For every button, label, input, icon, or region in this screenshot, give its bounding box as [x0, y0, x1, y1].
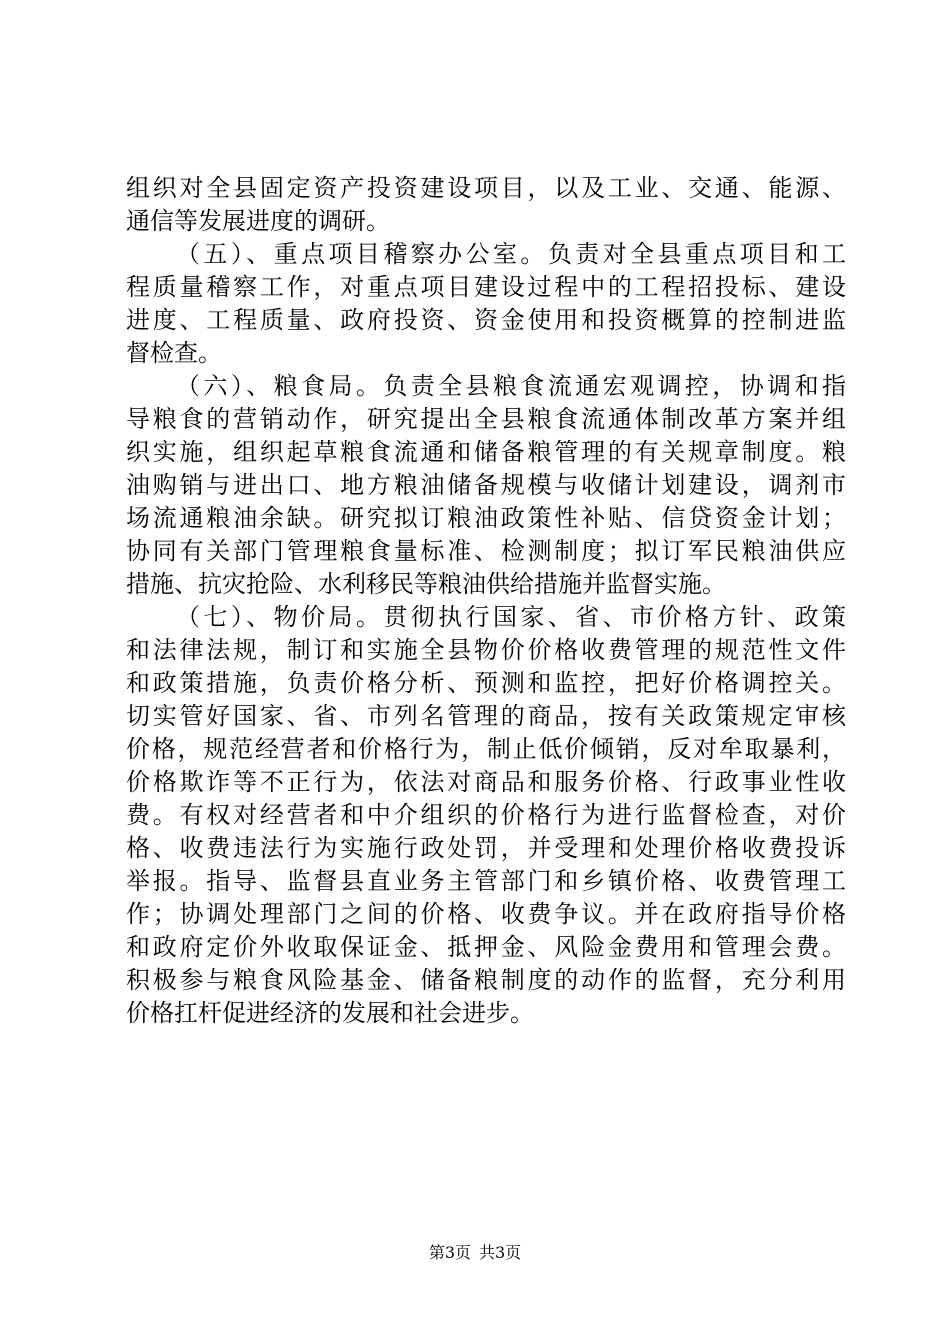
text-line: 织实施，组织起草粮食流通和储备粮管理的有关规章制度。粮 [126, 438, 846, 466]
text-line: 价格扛杆促进经济的发展和社会进步。 [126, 999, 534, 1027]
text-line: 价格，规范经营者和价格行为，制止低价倾销，反对牟取暴利， [126, 735, 846, 763]
paragraph-heading-line: （七）、物价局。贯彻执行国家、省、市价格方针、政策 [176, 603, 846, 631]
text-line: 措施、抗灾抢险、水利移民等粮油供给措施并监督实施。 [126, 570, 726, 598]
text-line: 导粮食的营销动作，研究提出全县粮食流通体制改革方案并组 [126, 405, 846, 433]
page-total: 共3页 [479, 1243, 522, 1262]
text-line: 格、收费违法行为实施行政处罚，并受理和处理价格收费投诉 [126, 834, 846, 862]
text-line: 进度、工程质量、政府投资、资金使用和投资概算的控制进监 [126, 306, 846, 334]
paragraph-heading-line: （六）、粮食局。负责全县粮食流通宏观调控，协调和指 [176, 372, 846, 400]
text-line: 和政府定价外收取保证金、抵押金、风险金费用和管理会费。 [126, 933, 846, 961]
page-number: 第3页 [428, 1243, 471, 1262]
text-line: 油购销与进出口、地方粮油储备规模与收储计划建设，调剂市 [126, 471, 846, 499]
page-footer [0, 1242, 950, 1264]
text-line: 督检查。 [126, 339, 222, 367]
text-line: 切实管好国家、省、市列名管理的商品，按有关政策规定审核 [126, 702, 846, 730]
text-line: 场流通粮油余缺。研究拟订粮油政策性补贴、信贷资金计划； [126, 504, 846, 532]
text-line: 举报。指导、监督县直业务主管部门和乡镇价格、收费管理工 [126, 867, 846, 895]
paragraph-heading-line: （五）、重点项目稽察办公室。负责对全县重点项目和工 [176, 240, 846, 268]
text-line: 组织对全县固定资产投资建设项目，以及工业、交通、能源、 [126, 174, 846, 202]
text-line: 费。有权对经营者和中介组织的价格行为进行监督检查，对价 [126, 801, 846, 829]
text-line: 作；协调处理部门之间的价格、收费争议。并在政府指导价格 [126, 900, 846, 928]
text-line: 程质量稽察工作，对重点项目建设过程中的工程招投标、建设 [126, 273, 846, 301]
text-line: 和法律法规，制订和实施全县物价价格收费管理的规范性文件 [126, 636, 846, 664]
text-line: 和政策措施，负责价格分析、预测和监控，把好价格调控关。 [126, 669, 846, 697]
text-line: 价格欺诈等不正行为，依法对商品和服务价格、行政事业性收 [126, 768, 846, 796]
document-body [126, 172, 846, 1030]
text-line: 通信等发展进度的调研。 [126, 207, 390, 235]
text-line: 积极参与粮食风险基金、储备粮制度的动作的监督，充分利用 [126, 966, 846, 994]
text-line: 协同有关部门管理粮食量标准、检测制度；拟订军民粮油供应 [126, 537, 846, 565]
